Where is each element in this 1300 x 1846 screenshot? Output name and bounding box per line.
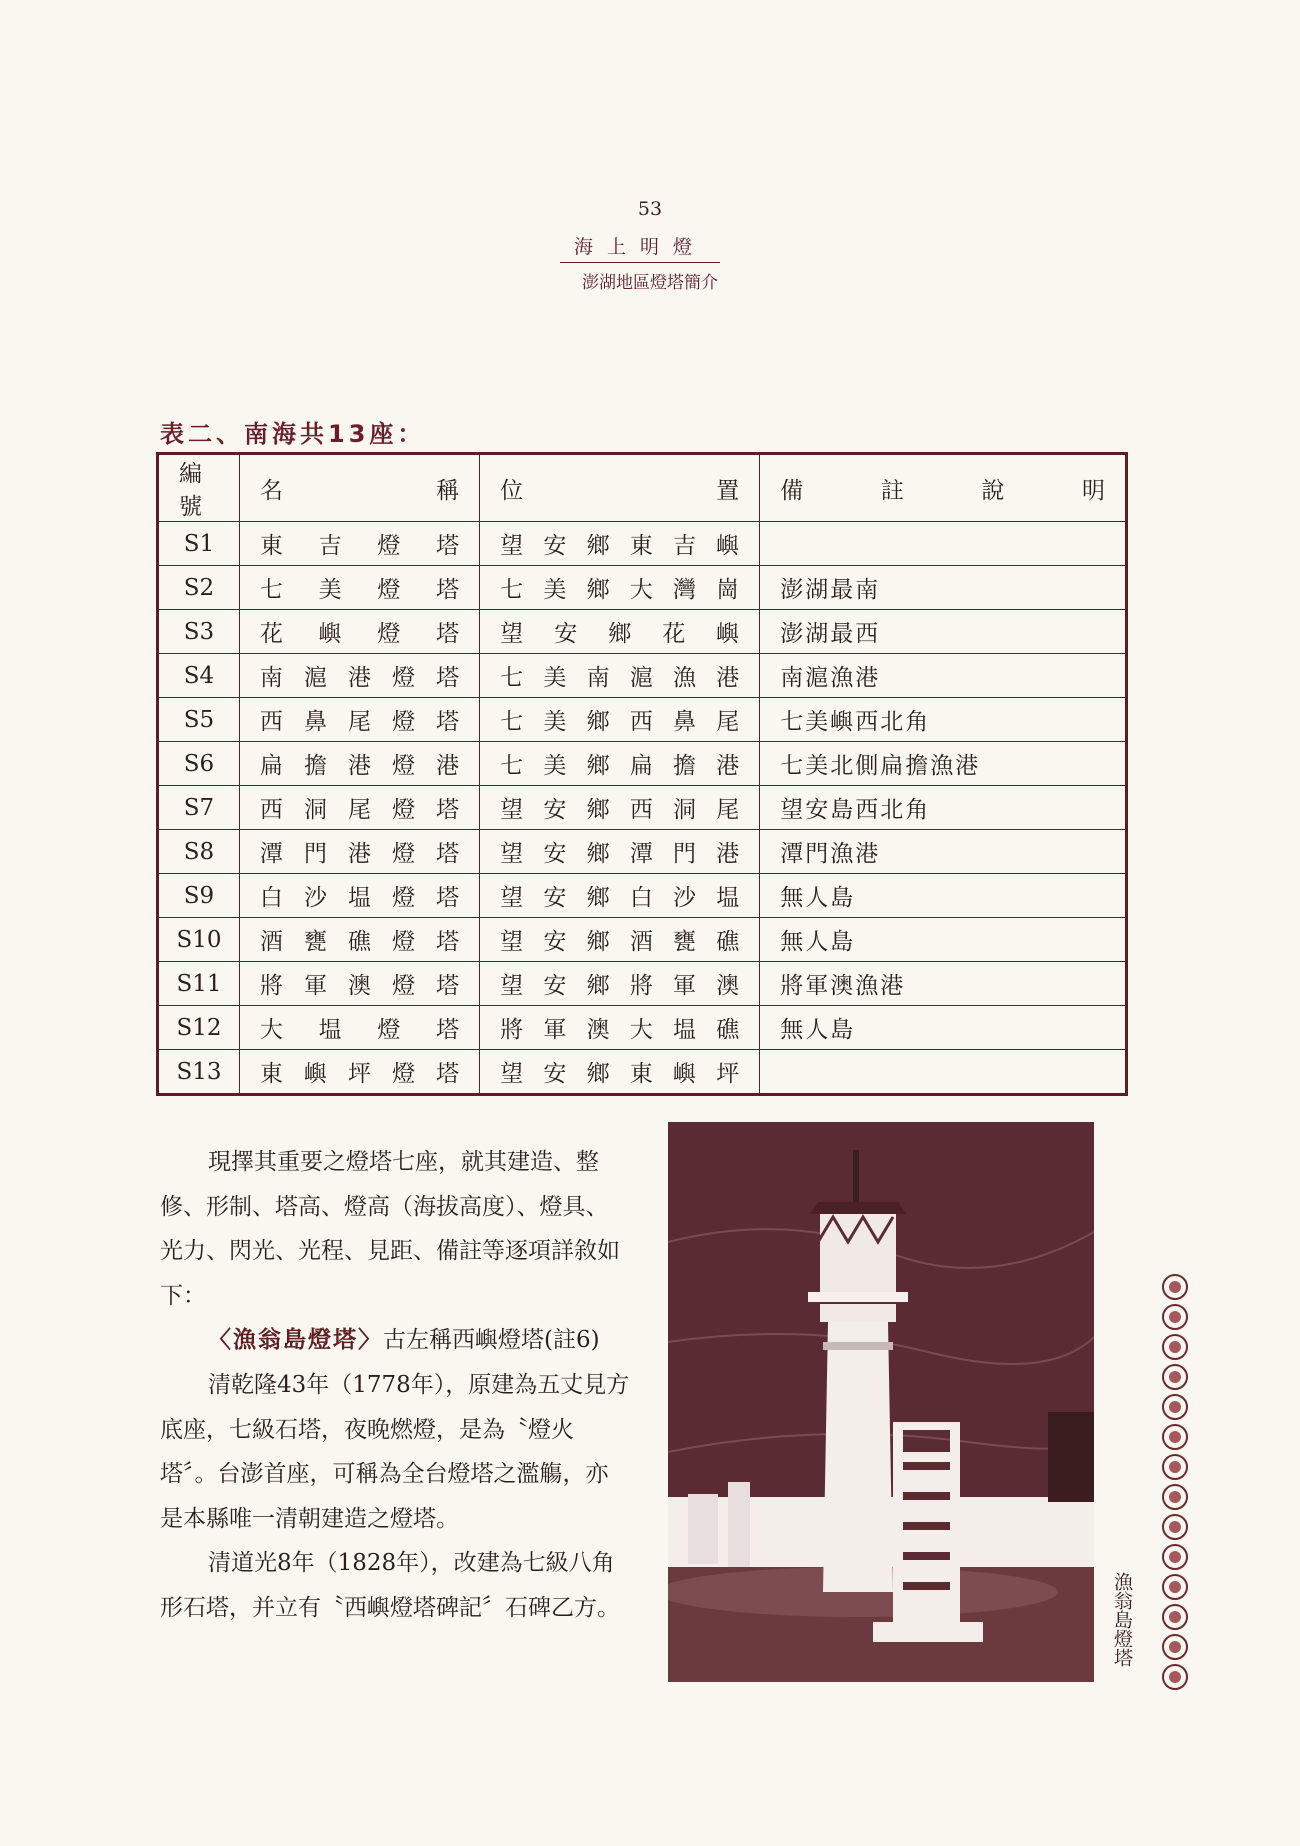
row-location-cell [480,1006,760,1050]
page-number: 53 [637,198,663,220]
row-name-cell [239,1006,479,1050]
row-note-cell [760,1050,1127,1095]
row-note-cell [760,1006,1127,1050]
table-body [158,522,1127,1095]
row-location-cell [480,1050,760,1095]
row-id-cell: S4 [158,654,240,698]
row-note: 澎湖最南 [780,577,881,603]
body-text [160,1140,630,1631]
row-name-cell [239,786,479,830]
row-location: 七美鄉扁擔港 [500,753,740,779]
section-title: 〈漁翁島燈塔〉 [208,1326,383,1354]
row-location-cell [480,742,760,786]
row-location: 望安鄉潭門港 [500,841,740,867]
row-location: 望安鄉酒甕礁 [500,929,740,955]
row-location-cell [480,566,760,610]
table-row [158,830,1127,874]
row-id-cell: S8 [158,830,240,874]
row-name-cell [239,698,479,742]
row-name: 東吉燈塔 [259,533,460,559]
paragraph-intro: 現擇其重要之燈塔七座，就其建造、整修、形制、塔高、燈高（海拔高度）、燈具、光力、閃光、光程、見距、備註等逐項詳敘如下： [160,1149,620,1309]
row-name: 東嶼坪燈塔 [259,1061,460,1087]
row-id-cell: S12 [158,1006,240,1050]
row-location-cell [480,830,760,874]
lighthouse-photo [668,1122,1094,1682]
table-row [158,1006,1127,1050]
photo-caption: 漁翁島燈塔 [1111,1572,1133,1667]
row-location: 望安鄉白沙塭 [500,885,740,911]
row-location: 望安鄉東吉嶼 [500,533,740,559]
row-note-cell [760,786,1127,830]
row-name-cell [239,610,479,654]
table-header-row [158,454,1127,522]
row-name: 大塭燈塔 [259,1017,460,1043]
row-location-cell [480,918,760,962]
row-location-cell [480,698,760,742]
row-name: 西洞尾燈塔 [259,797,460,823]
row-name-cell [239,830,479,874]
header-subtitle: 澎湖地區燈塔簡介 [582,273,718,293]
row-note: 望安島西北角 [780,797,931,823]
header-title: 海上明燈 [560,232,720,263]
row-id-cell: S7 [158,786,240,830]
row-id-cell: S13 [158,1050,240,1095]
row-note: 無人島 [780,885,856,911]
row-id-cell: S5 [158,698,240,742]
table-row [158,918,1127,962]
row-location: 七美南滬漁港 [500,665,740,691]
table-row [158,786,1127,830]
row-name: 酒甕礁燈塔 [259,929,460,955]
header-location [480,454,760,522]
row-note-cell [760,874,1127,918]
row-note: 七美嶼西北角 [780,709,931,735]
row-location-cell [480,610,760,654]
row-name-cell [239,962,479,1006]
row-note-cell [760,830,1127,874]
header-note-label: 備註說明 [780,477,1105,504]
row-name: 南滬港燈塔 [259,665,460,691]
row-note: 澎湖最西 [780,621,881,647]
header-name-label: 名稱 [259,477,460,504]
row-note-cell [760,698,1127,742]
header-note [760,454,1127,522]
row-note: 南滬漁港 [780,665,881,691]
row-name-cell [239,874,479,918]
row-name: 白沙塭燈塔 [259,885,460,911]
row-name: 潭門港燈塔 [259,841,460,867]
row-name: 扁擔港燈港 [259,753,460,779]
row-location-cell [480,962,760,1006]
header-id-label: 編號 [179,461,202,520]
row-id-cell: S1 [158,522,240,566]
row-location-cell [480,786,760,830]
paragraph-history-2: 清道光8年（1828年），改建為七級八角形石塔，并立有〝西嶼燈塔碑記〞石碑乙方。 [160,1550,620,1621]
row-location: 望安鄉西洞尾 [500,797,740,823]
table-row [158,566,1127,610]
row-note: 七美北側扁擔漁港 [780,753,981,779]
decorative-seal-strip [1160,1272,1190,1692]
row-note-cell [760,962,1127,1006]
row-name: 花嶼燈塔 [259,621,460,647]
table-row [158,1050,1127,1095]
table-row [158,742,1127,786]
table-caption: 表二、南海共13座： [160,420,426,448]
row-location-cell [480,654,760,698]
table-row [158,654,1127,698]
row-note-cell [760,522,1127,566]
header-location-label: 位置 [500,477,740,504]
row-note: 無人島 [780,929,856,955]
row-id-cell: S6 [158,742,240,786]
row-location: 望安鄉東嶼坪 [500,1061,740,1087]
row-name-cell [239,654,479,698]
row-note-cell [760,566,1127,610]
row-note: 潭門漁港 [780,841,881,867]
table-row [158,610,1127,654]
row-note-cell [760,654,1127,698]
row-name: 七美燈塔 [259,577,460,603]
row-note-cell [760,918,1127,962]
row-note [760,531,780,557]
row-name-cell [239,522,479,566]
row-id-cell: S3 [158,610,240,654]
row-location: 七美鄉西鼻尾 [500,709,740,735]
paragraph-section-title [160,1318,630,1363]
row-name-cell [239,566,479,610]
lighthouse-table [156,452,1128,1096]
table-row [158,698,1127,742]
row-name: 將軍澳燈塔 [259,973,460,999]
row-name-cell [239,742,479,786]
row-note: 將軍澳漁港 [780,973,906,999]
row-name-cell [239,1050,479,1095]
row-note-cell [760,742,1127,786]
row-location-cell [480,874,760,918]
row-location: 七美鄉大灣崗 [500,577,740,603]
row-id-cell: S11 [158,962,240,1006]
row-id-cell: S10 [158,918,240,962]
row-note [760,1059,780,1085]
row-location: 望安鄉花嶼 [500,621,740,647]
row-location-cell [480,522,760,566]
table-row [158,874,1127,918]
header-id [158,454,240,522]
row-note-cell [760,610,1127,654]
row-id-cell: S9 [158,874,240,918]
header-name [239,454,479,522]
row-id-cell: S2 [158,566,240,610]
row-location: 望安鄉將軍澳 [500,973,740,999]
row-note: 無人島 [780,1017,856,1043]
table-row [158,962,1127,1006]
table-row [158,522,1127,566]
row-name-cell [239,918,479,962]
paragraph-history-1: 清乾隆43年（1778年），原建為五丈見方底座，七級石塔，夜晚燃燈，是為〝燈火塔〞。台澎首座，可稱為全台燈塔之濫觴，亦是本縣唯一清朝建造之燈塔。 [160,1371,630,1532]
row-location: 將軍澳大塭礁 [500,1017,740,1043]
section-title-note: 古左稱西嶼燈塔(註6) [383,1327,600,1354]
row-name: 西鼻尾燈塔 [259,709,460,735]
